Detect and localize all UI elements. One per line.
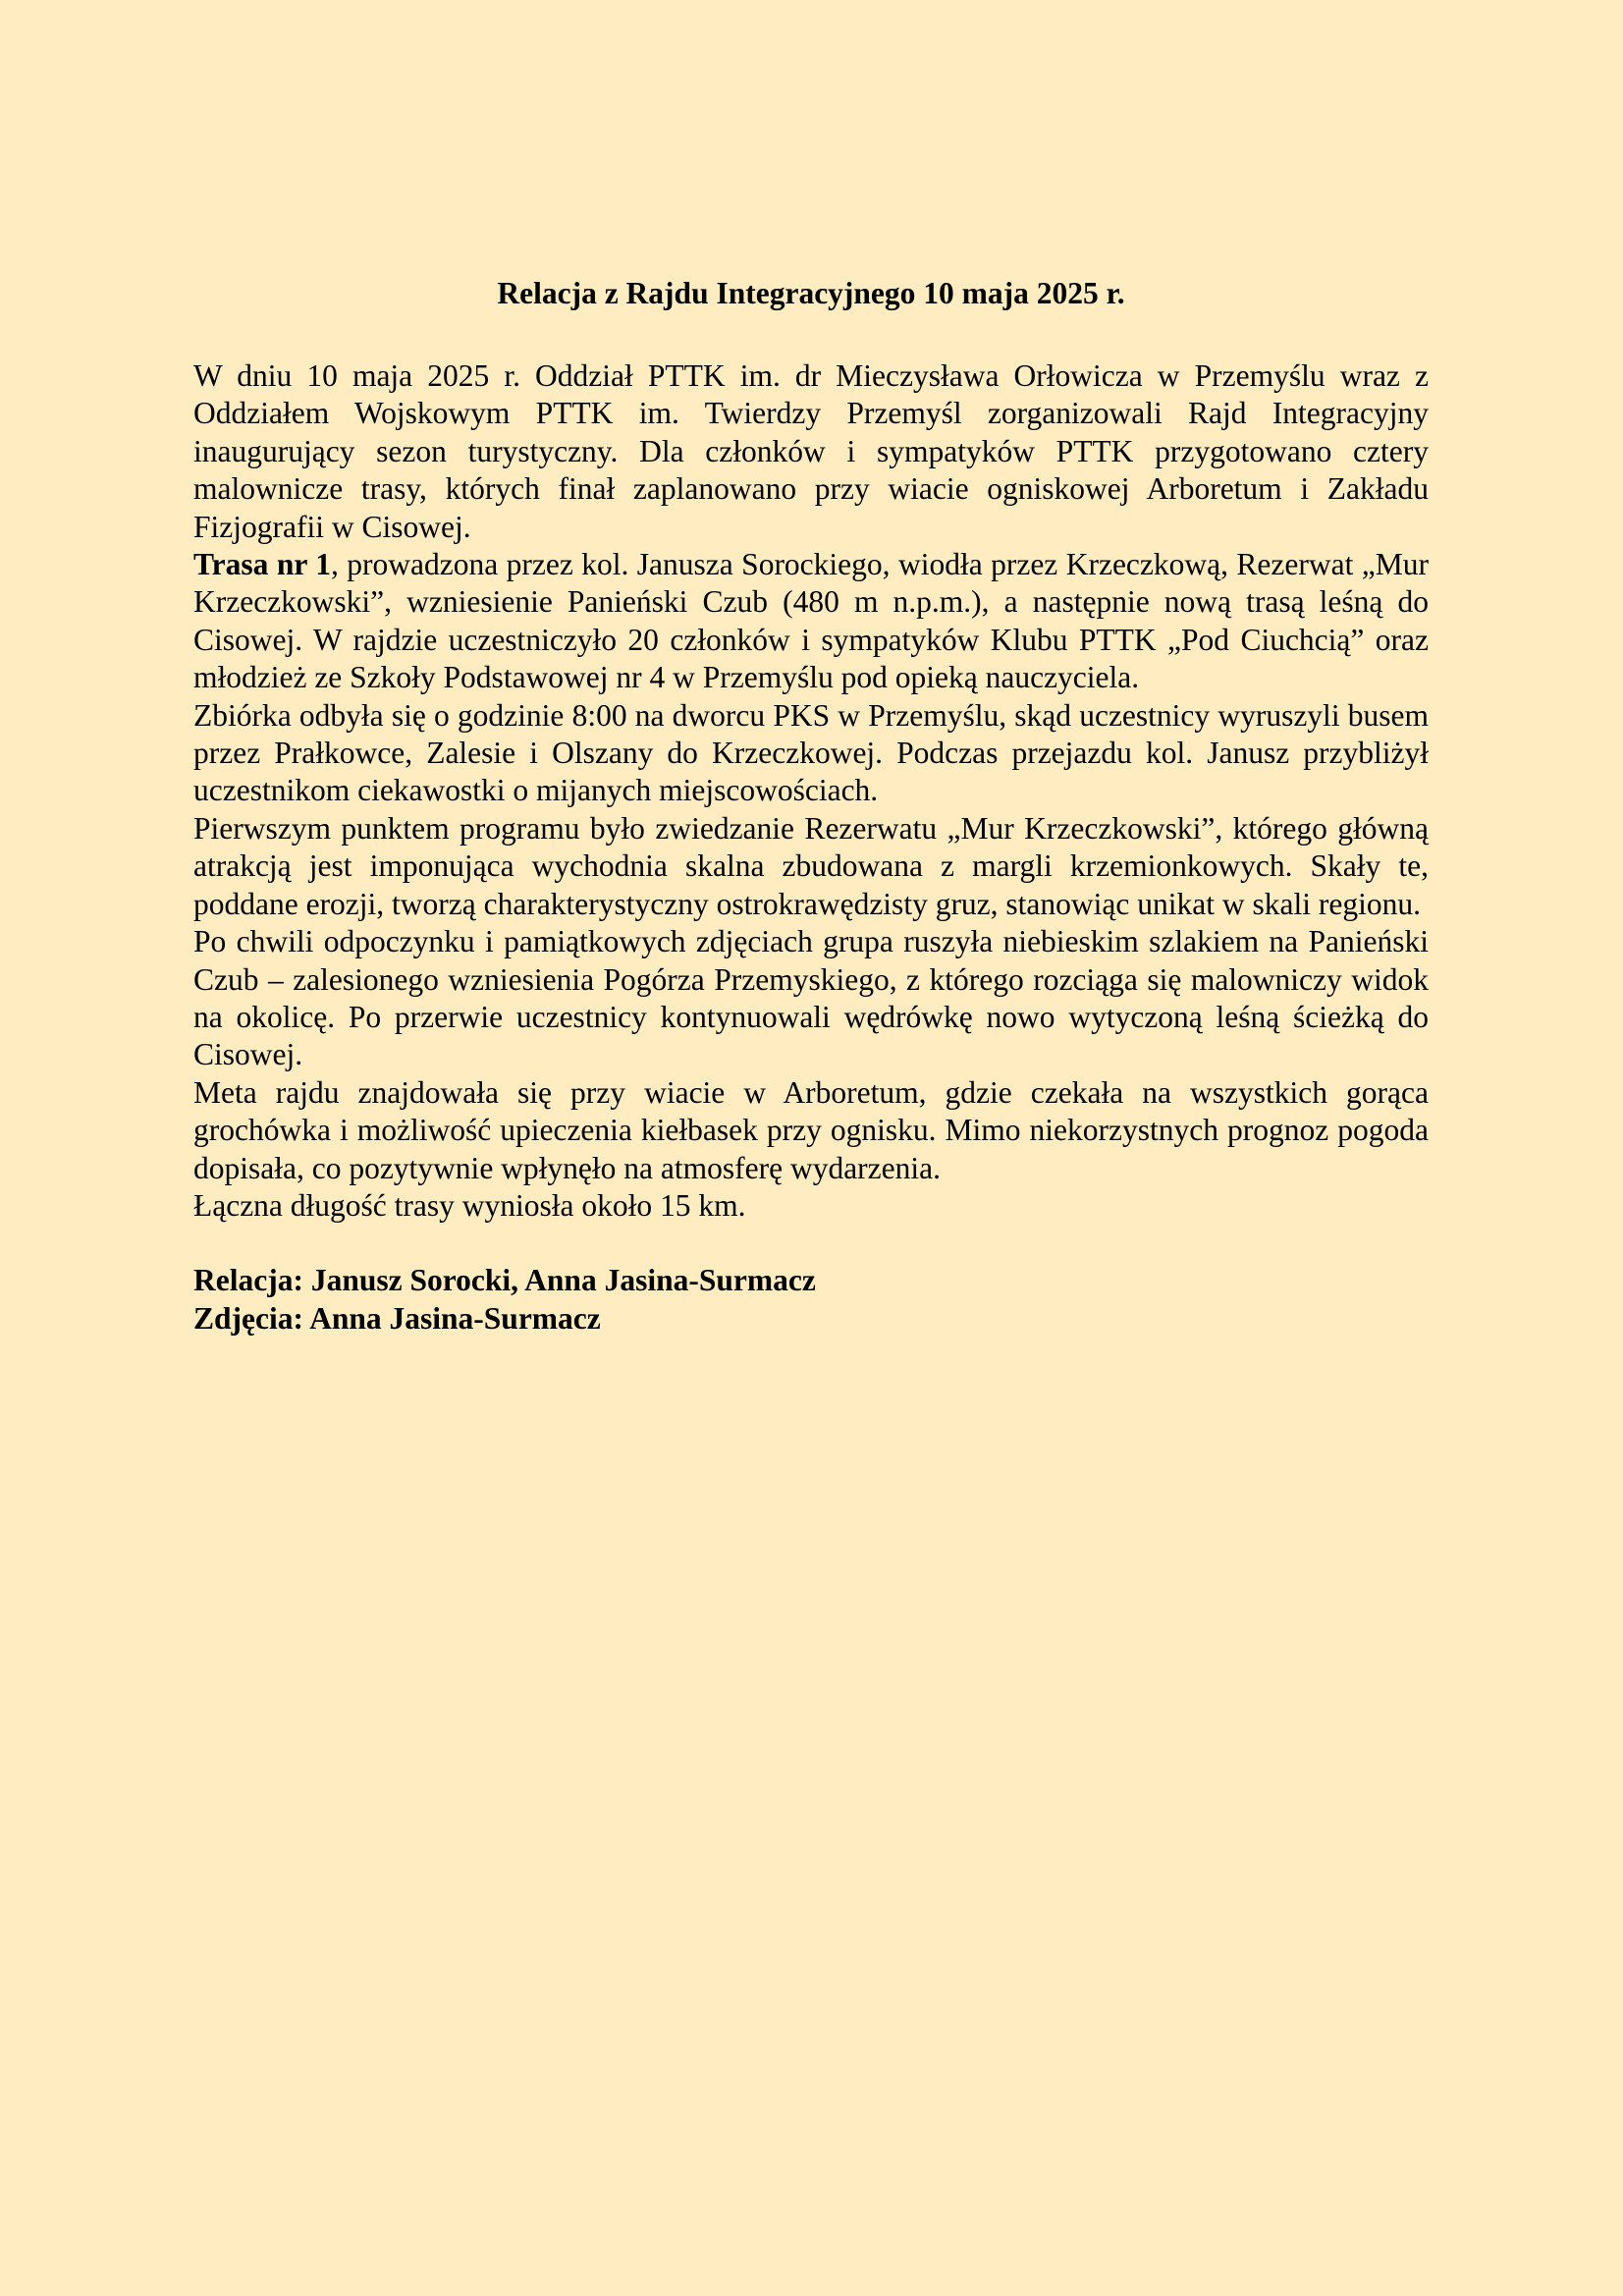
- credit-photos: Zdjęcia: Anna Jasina-Surmacz: [193, 1300, 601, 1336]
- paragraph-text: Zbiórka odbyła się o godzinie 8:00 na dworcu PKS w Przemyślu, skąd uczestnicy wyruszyli busem przez Prałkowce, Zalesie i Olszany do Krzeczkowej. Podczas przejazdu kol. Janusz przybliżył uczestnikom ciekawostki o mijanych miejscowościach.: [193, 697, 1429, 808]
- credits: [193, 1262, 1429, 1338]
- paragraph-text: , prowadzona przez kol. Janusza Sorockiego, wiodła przez Krzeczkową, Rezerwat „Mur Krzeczkowski”, wzniesienie Panieński Czub (480 m n.p.m.), a następnie nową trasą leśną do Cisowej. W rajdzie uczestniczyło 20 członków i sympatyków Klubu PTTK „Pod Ciuchcią” oraz młodzież ze Szkoły Podstawowej nr 4 w Przemyślu pod opieką nauczyciela.: [193, 547, 1429, 695]
- document-title: Relacja z Rajdu Integracyjnego 10 maja 2025 r.: [497, 276, 1125, 310]
- paragraph-hike: [193, 923, 1429, 1074]
- document-body: [193, 357, 1429, 1225]
- paragraph-text: Łączna długość trasy wyniosła około 15 km.: [193, 1187, 746, 1223]
- route-label: Trasa nr 1: [193, 547, 331, 582]
- document-page: [193, 269, 1429, 1338]
- paragraph-route-1: [193, 546, 1429, 697]
- paragraph-text: W dniu 10 maja 2025 r. Oddział PTTK im. dr Mieczysława Orłowicza w Przemyślu wraz z Oddziałem Wojskowym PTTK im. Twierdzy Przemyśl zorganizowali Rajd Integracyjny inaugurujący sezon turystyczny. Dla członków i sympatyków PTTK przygotowano cztery malownicze trasy, których finał zaplanowano przy wiacie ogniskowej Arboretum i Zakładu Fizjografii w Cisowej.: [193, 358, 1429, 544]
- paragraph-distance: [193, 1187, 1429, 1225]
- paragraph-finish: [193, 1074, 1429, 1187]
- credit-report: Relacja: Janusz Sorocki, Anna Jasina-Surmacz: [193, 1263, 816, 1298]
- paragraph-text: Po chwili odpoczynku i pamiątkowych zdjęciach grupa ruszyła niebieskim szlakiem na Panieński Czub – zalesionego wzniesienia Pogórza Przemyskiego, z którego rozciąga się malowniczy widok na okolicę. Po przerwie uczestnicy kontynuowali wędrówkę nowo wytyczoną leśną ścieżką do Cisowej.: [193, 924, 1429, 1072]
- paragraph-text: Meta rajdu znajdowała się przy wiacie w Arboretum, gdzie czekała na wszystkich gorąca grochówka i możliwość upieczenia kiełbasek przy ognisku. Mimo niekorzystnych prognoz pogoda dopisała, co pozytywnie wpłynęło na atmosferę wydarzenia.: [193, 1074, 1429, 1185]
- paragraph-meeting: [193, 697, 1429, 810]
- paragraph-intro: [193, 357, 1429, 546]
- paragraph-text: Pierwszym punktem programu było zwiedzanie Rezerwatu „Mur Krzeczkowski”, którego główną atrakcją jest imponująca wychodnia skalna zbudowana z margli krzemionkowych. Skały te, poddane erozji, tworzą charakterystyczny ostrokrawędzisty gruz, stanowiąc unikat w skali regionu.: [193, 810, 1429, 921]
- paragraph-reserve: [193, 810, 1429, 923]
